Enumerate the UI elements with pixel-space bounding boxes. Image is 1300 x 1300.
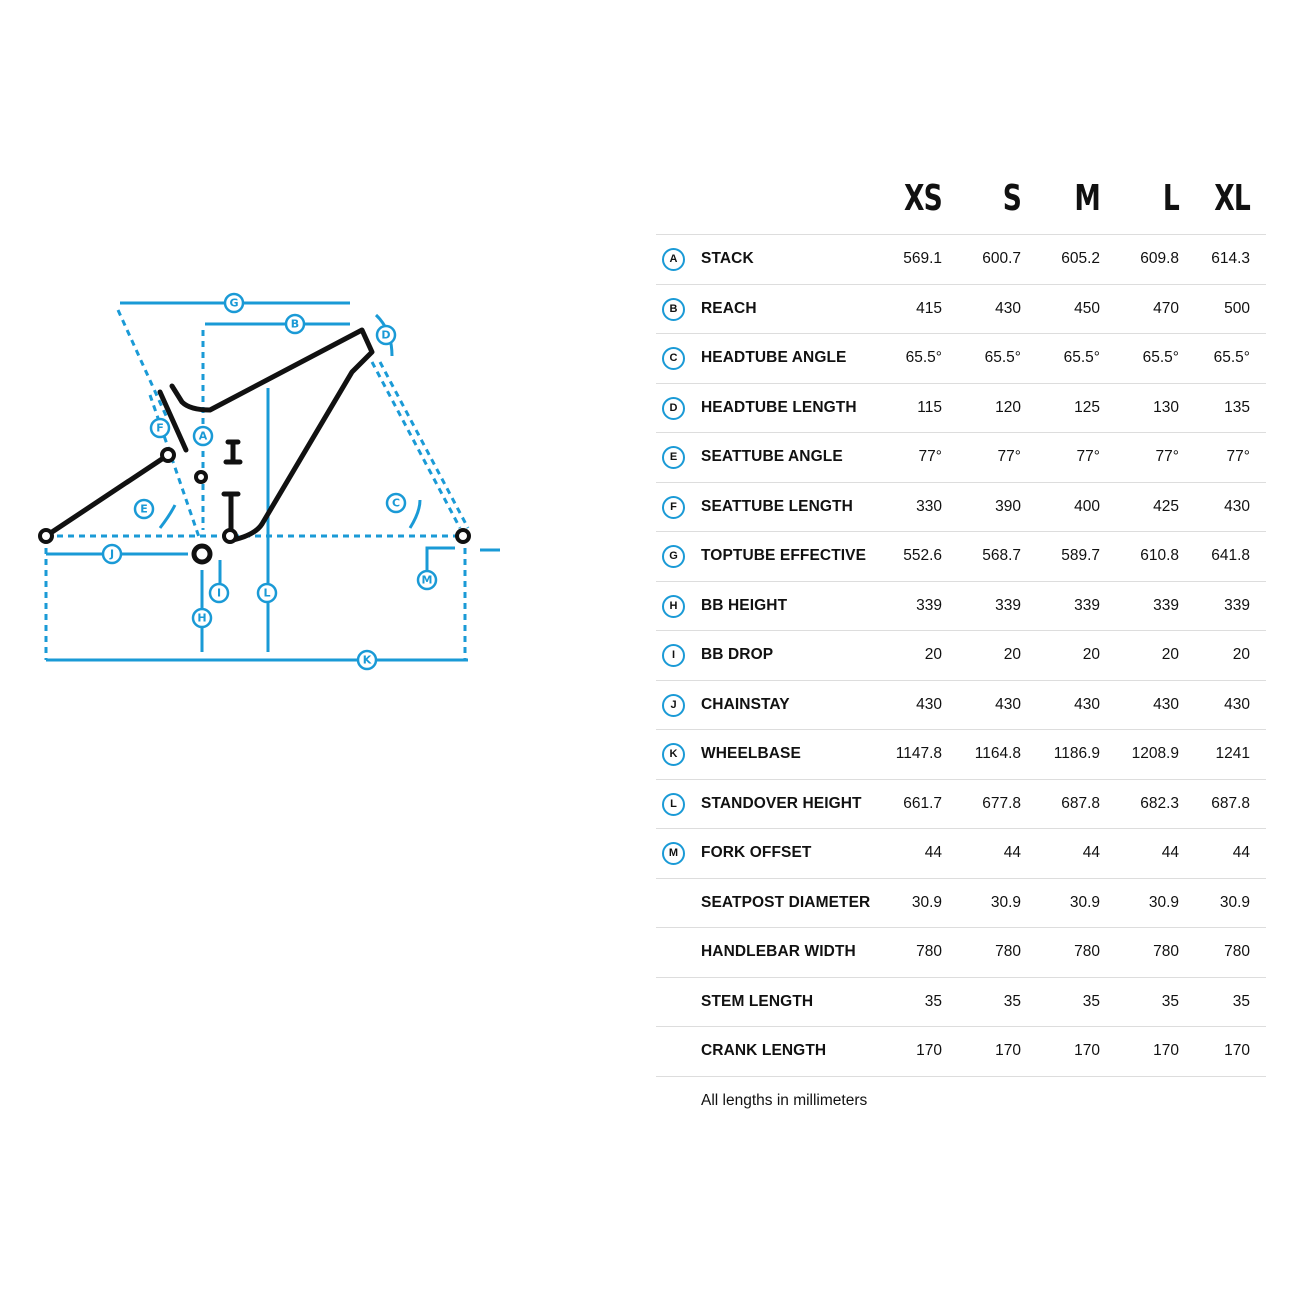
row-value: 35 xyxy=(1082,992,1100,1010)
svg-text:E: E xyxy=(140,502,148,516)
table-row xyxy=(656,631,1266,681)
row-value: 682.3 xyxy=(1140,794,1179,812)
row-label: HEADTUBE LENGTH xyxy=(701,398,857,416)
row-value: 170 xyxy=(1224,1042,1250,1059)
svg-text:H: H xyxy=(197,611,207,625)
row-value: 605.2 xyxy=(1061,250,1100,267)
table-row xyxy=(656,334,1266,384)
row-value: 125 xyxy=(1074,398,1100,416)
row-value: 135 xyxy=(1224,398,1250,416)
row-label: BB DROP xyxy=(701,646,774,663)
row-value: 780 xyxy=(1153,943,1179,960)
table-row xyxy=(656,582,1266,632)
diagram-badge-a xyxy=(194,427,212,445)
row-label: HEADTUBE ANGLE xyxy=(701,349,847,366)
row-value: 65.5° xyxy=(905,349,942,366)
row-value: 44 xyxy=(924,844,942,861)
row-value: 415 xyxy=(916,299,942,317)
diagram-badge-j xyxy=(103,545,121,563)
row-value: 430 xyxy=(995,299,1021,317)
svg-text:G: G xyxy=(229,296,239,310)
row-value: 430 xyxy=(1074,695,1100,713)
table-row xyxy=(656,384,1266,434)
row-value: 609.8 xyxy=(1140,250,1179,267)
row-value: 600.7 xyxy=(982,250,1021,267)
row-value: 77° xyxy=(1076,448,1100,465)
row-value: 661.7 xyxy=(903,794,942,812)
bike-geometry-diagram xyxy=(0,280,520,690)
diagram-badge-l xyxy=(258,584,276,602)
row-value: 20 xyxy=(924,646,942,663)
row-badge: B xyxy=(662,298,685,321)
diagram-badge-m xyxy=(418,571,436,589)
table-row xyxy=(656,235,1266,285)
row-badge: D xyxy=(662,397,685,420)
row-badge: I xyxy=(662,644,685,667)
table-row xyxy=(656,730,1266,780)
svg-text:L: L xyxy=(263,586,271,600)
row-value: 339 xyxy=(916,596,942,614)
row-value: 552.6 xyxy=(903,547,942,564)
diagram-badge-f xyxy=(151,419,169,437)
row-value: 589.7 xyxy=(1061,547,1100,564)
row-badge: J xyxy=(662,694,685,717)
size-header-xl: XL xyxy=(1214,178,1250,219)
diagram-badge-d xyxy=(377,326,395,344)
row-value: 44 xyxy=(1161,844,1179,861)
row-value: 20 xyxy=(1003,646,1021,663)
table-row xyxy=(656,928,1266,978)
table-row xyxy=(656,483,1266,533)
table-row xyxy=(656,1027,1266,1077)
row-value: 780 xyxy=(995,943,1021,960)
svg-text:A: A xyxy=(198,429,208,443)
row-value: 780 xyxy=(1074,943,1100,960)
row-value: 20 xyxy=(1232,646,1250,663)
row-value: 30.9 xyxy=(1069,893,1100,911)
row-value: 65.5° xyxy=(1213,349,1250,366)
svg-text:J: J xyxy=(109,547,115,561)
row-label: SEATPOST DIAMETER xyxy=(701,893,871,911)
row-value: 44 xyxy=(1232,844,1250,861)
svg-text:F: F xyxy=(156,421,164,435)
row-value: 44 xyxy=(1003,844,1021,861)
row-value: 1208.9 xyxy=(1131,745,1179,762)
row-value: 170 xyxy=(1074,1042,1100,1059)
row-value: 20 xyxy=(1161,646,1179,663)
row-value: 30.9 xyxy=(1148,893,1179,911)
row-value: 687.8 xyxy=(1211,794,1250,812)
row-value: 339 xyxy=(1074,596,1100,614)
svg-text:C: C xyxy=(391,496,401,510)
row-value: 65.5° xyxy=(984,349,1021,366)
row-value: 677.8 xyxy=(982,794,1021,812)
row-value: 430 xyxy=(1153,695,1179,713)
row-value: 35 xyxy=(924,992,942,1010)
row-label: STANDOVER HEIGHT xyxy=(701,794,862,812)
row-value: 120 xyxy=(995,398,1021,416)
row-badge: C xyxy=(662,347,685,370)
row-label: BB HEIGHT xyxy=(701,596,788,614)
table-row xyxy=(656,681,1266,731)
row-value: 77° xyxy=(918,448,942,465)
row-value: 1147.8 xyxy=(895,745,942,762)
row-label: FORK OFFSET xyxy=(701,844,812,861)
table-row xyxy=(656,829,1266,879)
row-value: 339 xyxy=(995,596,1021,614)
size-header-m: M xyxy=(1074,178,1100,219)
row-badge: G xyxy=(662,545,685,568)
row-value: 569.1 xyxy=(903,250,942,267)
row-value: 77° xyxy=(1155,448,1179,465)
row-value: 30.9 xyxy=(990,893,1021,911)
diagram-badge-c xyxy=(387,494,405,512)
table-row xyxy=(656,433,1266,483)
row-label: STEM LENGTH xyxy=(701,992,814,1010)
size-header-l: L xyxy=(1162,178,1179,219)
svg-text:B: B xyxy=(290,317,300,331)
row-value: 430 xyxy=(916,695,942,713)
row-value: 568.7 xyxy=(982,547,1021,564)
row-value: 1164.8 xyxy=(974,745,1021,762)
row-value: 170 xyxy=(995,1042,1021,1059)
row-badge: E xyxy=(662,446,685,469)
row-label: HANDLEBAR WIDTH xyxy=(701,943,856,960)
diagram-badge-e xyxy=(135,500,153,518)
row-value: 687.8 xyxy=(1061,794,1100,812)
row-label: TOPTUBE EFFECTIVE xyxy=(701,547,867,564)
row-value: 780 xyxy=(916,943,942,960)
row-value: 35 xyxy=(1161,992,1179,1010)
diagram-badge-h xyxy=(193,609,211,627)
row-value: 77° xyxy=(997,448,1021,465)
row-value: 780 xyxy=(1224,943,1250,960)
row-value: 20 xyxy=(1082,646,1100,663)
row-value: 614.3 xyxy=(1211,250,1250,267)
row-value: 470 xyxy=(1153,299,1179,317)
geometry-table xyxy=(656,178,1266,1077)
row-value: 1186.9 xyxy=(1053,745,1100,762)
units-note: All lengths in millimeters xyxy=(701,1092,868,1109)
row-value: 430 xyxy=(1224,497,1250,515)
row-label: CHAINSTAY xyxy=(701,695,790,713)
row-value: 390 xyxy=(995,497,1021,515)
diagram-badge-b xyxy=(286,315,304,333)
diagram-badge-k xyxy=(358,651,376,669)
row-value: 339 xyxy=(1224,596,1250,614)
row-value: 450 xyxy=(1074,299,1100,317)
svg-text:M: M xyxy=(421,573,433,587)
row-value: 65.5° xyxy=(1063,349,1100,366)
row-value: 500 xyxy=(1224,299,1250,317)
row-value: 170 xyxy=(916,1042,942,1059)
row-value: 35 xyxy=(1232,992,1250,1010)
row-label: SEATTUBE ANGLE xyxy=(701,448,843,465)
row-value: 430 xyxy=(995,695,1021,713)
table-row xyxy=(656,780,1266,830)
row-value: 339 xyxy=(1153,596,1179,614)
row-badge: H xyxy=(662,595,685,618)
row-badge: L xyxy=(662,793,685,816)
row-value: 30.9 xyxy=(911,893,942,911)
row-label: SEATTUBE LENGTH xyxy=(701,497,853,515)
svg-text:D: D xyxy=(381,328,391,342)
table-row xyxy=(656,532,1266,582)
row-value: 77° xyxy=(1226,448,1250,465)
row-badge: F xyxy=(662,496,685,519)
table-row xyxy=(656,285,1266,335)
table-row xyxy=(656,978,1266,1028)
size-header-row xyxy=(656,178,1266,235)
row-value: 130 xyxy=(1153,398,1179,416)
row-value: 1241 xyxy=(1215,745,1250,762)
row-label: REACH xyxy=(701,299,757,317)
svg-text:I: I xyxy=(216,586,222,600)
row-value: 425 xyxy=(1153,497,1179,515)
svg-text:K: K xyxy=(362,653,372,667)
size-header-s: S xyxy=(1002,178,1021,219)
row-badge: M xyxy=(662,842,685,865)
row-badge: A xyxy=(662,248,685,271)
row-label: CRANK LENGTH xyxy=(701,1042,827,1059)
row-label: STACK xyxy=(701,250,754,267)
row-label: WHEELBASE xyxy=(701,745,801,762)
row-value: 44 xyxy=(1082,844,1100,861)
size-header-xs: XS xyxy=(904,178,942,219)
row-value: 330 xyxy=(916,497,942,515)
diagram-badge-i xyxy=(210,584,228,602)
table-row xyxy=(656,879,1266,929)
row-value: 610.8 xyxy=(1140,547,1179,564)
row-value: 170 xyxy=(1153,1042,1179,1059)
row-value: 65.5° xyxy=(1142,349,1179,366)
row-value: 430 xyxy=(1224,695,1250,713)
row-value: 641.8 xyxy=(1211,547,1250,564)
row-badge: K xyxy=(662,743,685,766)
row-value: 115 xyxy=(917,398,942,416)
row-value: 35 xyxy=(1003,992,1021,1010)
diagram-badge-g xyxy=(225,294,243,312)
row-value: 400 xyxy=(1074,497,1100,515)
row-value: 30.9 xyxy=(1219,893,1250,911)
